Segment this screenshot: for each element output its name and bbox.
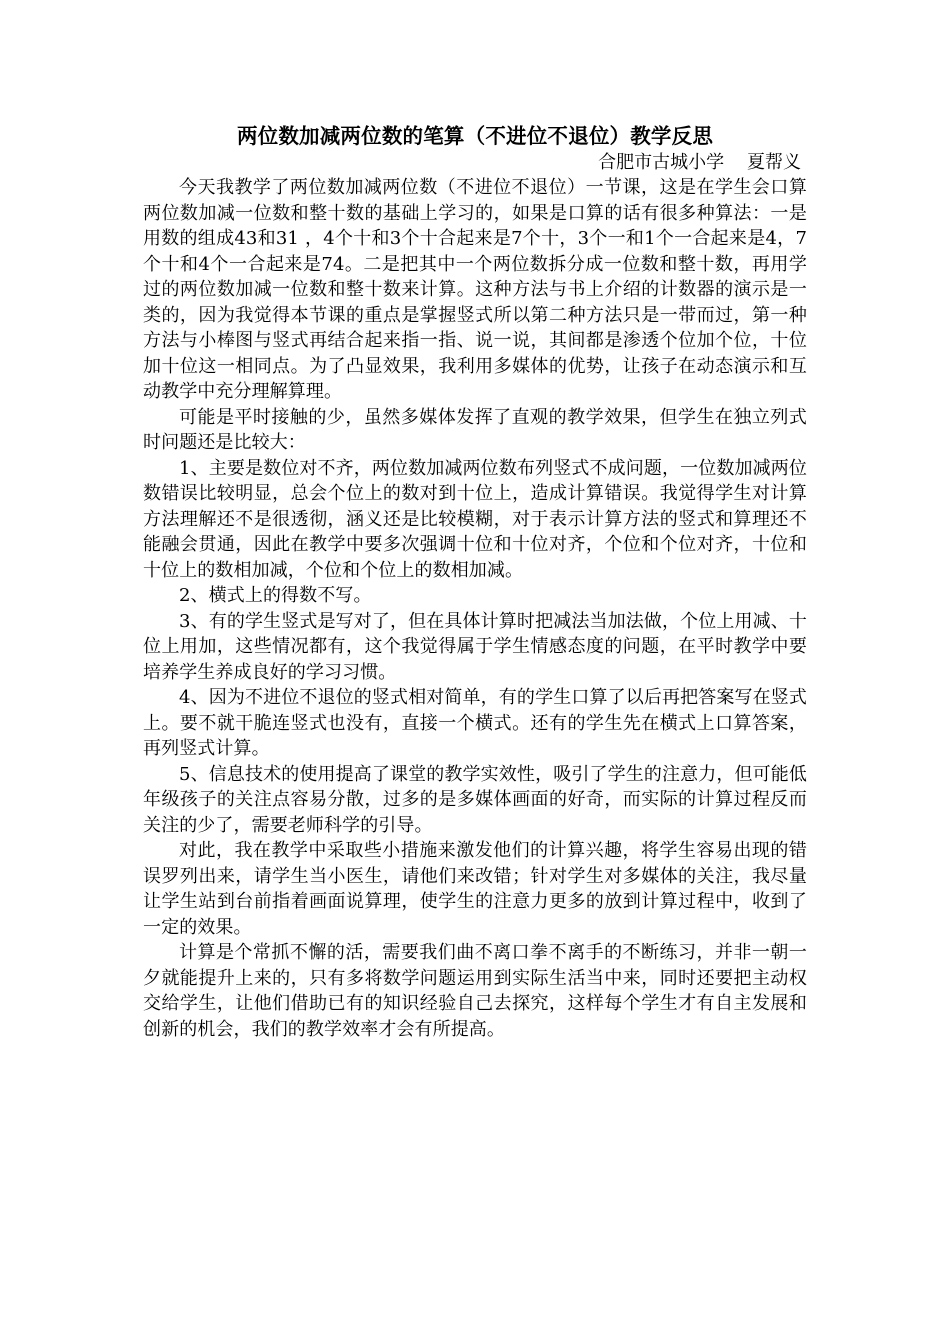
author-line: 合肥市古城小学 夏帮义 xyxy=(598,152,801,173)
paragraph-point-3: 3、有的学生竖式是写对了，但在具体计算时把减法当加法做，个位上用减、十位上用加，这些情况都有，这个我觉得属于学生情感态度的问题，在平时教学中要培养学生养成良好的学习习惯。 xyxy=(143,610,807,683)
paragraph-point-5: 5、信息技术的使用提高了课堂的教学实效性，吸引了学生的注意力，但可能低年级孩子的关注点容易分散，过多的是多媒体画面的好奇，而实际的计算过程反而关注的少了，需要老师科学的引导。 xyxy=(143,763,807,836)
paragraph-intro: 今天我教学了两位数加减两位数（不进位不退位）一节课，这是在学生会口算两位数加减一位数和整十数的基础上学习的，如果是口算的话有很多种算法：一是用数的组成43和31 ，4个十和3个十合起来是7个十，3个一和1个一合起来是4，7个十和4个一合起来是74。二是把其中一个两位数拆分成一位数和整十数，再用学过的两位数加减一位数和整十数来计算。这种方法与书上介绍的计数器的演示是一类的，因为我觉得本节课的重点是掌握竖式所以第二种方法只是一带而过，第一种方法与小棒图与竖式再结合起来指一指、说一说，其间都是渗透个位加个位，十位加十位这一相同点。为了凸显效果，我利用多媒体的优势，让孩子在动态演示和互动教学中充分理解算理。 xyxy=(143,177,807,402)
paragraph-conclusion: 计算是个常抓不懈的活，需要我们曲不离口拳不离手的不断练习，并非一朝一夕就能提升上来的，只有多将数学问题运用到实际生活当中来，同时还要把主动权交给学生，让他们借助已有的知识经验自己去探究，这样每个学生才有自主发展和创新的机会，我们的教学效率才会有所提高。 xyxy=(143,942,807,1040)
paragraph-problems: 可能是平时接触的少，虽然多媒体发挥了直观的教学效果，但学生在独立列式时问题还是比较大： xyxy=(143,406,807,453)
document-title: 两位数加减两位数的笔算（不进位不退位）教学反思 xyxy=(236,124,714,148)
paragraph-measures: 对此，我在教学中采取些小措施来激发他们的计算兴趣，将学生容易出现的错误罗列出来，请学生当小医生，请他们来改错；针对学生对多媒体的关注，我尽量让学生站到台前指着画面说算理，使学生的注意力更多的放到计算过程中，收到了一定的效果。 xyxy=(143,840,807,938)
document-page xyxy=(143,122,807,1042)
paragraph-point-1: 1、主要是数位对不齐，两位数加减两位数布列竖式不成问题，一位数加减两位数错误比较明显，总会个位上的数对到十位上，造成计算错误。我觉得学生对计算方法理解还不是很透彻，涵义还是比较模糊，对于表示计算方法的竖式和算理还不能融会贯通，因此在教学中要多次强调十位和十位对齐，个位和个位对齐，十位和十位上的数相加减，个位和个位上的数相加减。 xyxy=(143,457,807,581)
paragraph-point-2: 2、横式上的得数不写。 xyxy=(179,585,372,606)
paragraph-point-4: 4、因为不进位不退位的竖式相对简单，有的学生口算了以后再把答案写在竖式上。要不就干脆连竖式也没有，直接一个横式。还有的学生先在横式上口算答案，再列竖式计算。 xyxy=(143,687,807,759)
